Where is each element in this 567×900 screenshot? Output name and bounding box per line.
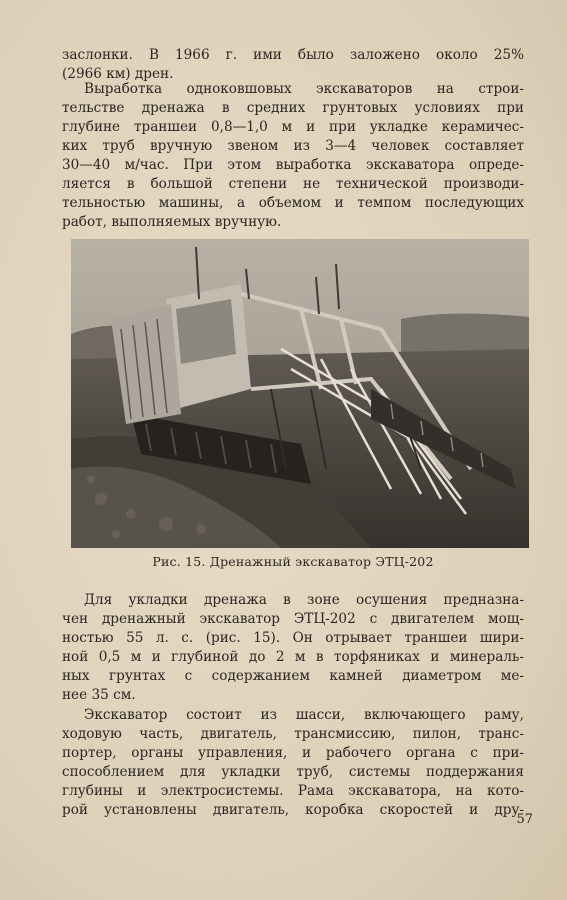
text-line: ной 0,5 м и глубиной до 2 м в торфяниках и минераль-	[62, 649, 524, 665]
text-line: ких труб вручную звеном из 3—4 человек составляет	[62, 138, 524, 154]
text-line: заслонки. В 1966 г. ими было заложено около 25%	[62, 47, 524, 63]
text-line: рой установлены двигатель, коробка скоростей и дру-	[62, 802, 524, 818]
text-line: Для укладки дренажа в зоне осушения предназна-	[84, 592, 524, 608]
page-number: 57	[516, 812, 533, 827]
figure-caption: Рис. 15. Дренажный экскаватор ЭТЦ-202	[152, 554, 434, 569]
paragraph-excavator-structure	[62, 706, 524, 820]
text-line: ных грунтах с содержанием камней диаметром ме-	[62, 668, 524, 684]
text-line: портер, органы управления, и рабочего органа с при-	[62, 745, 524, 761]
text-line: работ, выполняемых вручную.	[62, 214, 282, 230]
figure-photo-excavator	[71, 239, 529, 548]
text-line: тельстве дренажа в средних грунтовых условиях при	[62, 100, 524, 116]
text-line: нее 35 см.	[62, 687, 136, 703]
text-line: чен дренажный экскаватор ЭТЦ-202 с двигателем мощ-	[62, 611, 524, 627]
text-line: (2966 км) дрен.	[62, 66, 174, 82]
text-line: Экскаватор состоит из шасси, включающего раму,	[84, 707, 524, 723]
text-line: ходовую часть, двигатель, трансмиссию, пилон, транс-	[62, 726, 524, 742]
text-line: способлением для укладки труб, системы поддержания	[62, 764, 524, 780]
text-line: тельностью машины, а объемом и темпом последующих	[62, 195, 524, 211]
paragraph-etc202-description	[62, 591, 524, 705]
text-line: глубине траншеи 0,8—1,0 м и при укладке керамичес-	[62, 119, 524, 135]
text-line: Выработка одноковшовых экскаваторов на строи-	[84, 81, 524, 97]
paragraph-excavator-output	[62, 80, 524, 232]
text-line: глубины и электросистемы. Рама экскаватора, на кото-	[62, 783, 524, 799]
paragraph-continued	[62, 46, 524, 84]
text-line: ностью 55 л. с. (рис. 15). Он отрывает траншеи шири-	[62, 630, 524, 646]
text-line: ляется в большой степени не технической производи-	[62, 176, 524, 192]
excavator-photo	[71, 239, 529, 548]
text-line: 30—40 м/час. При этом выработка экскаватора опреде-	[62, 157, 524, 173]
